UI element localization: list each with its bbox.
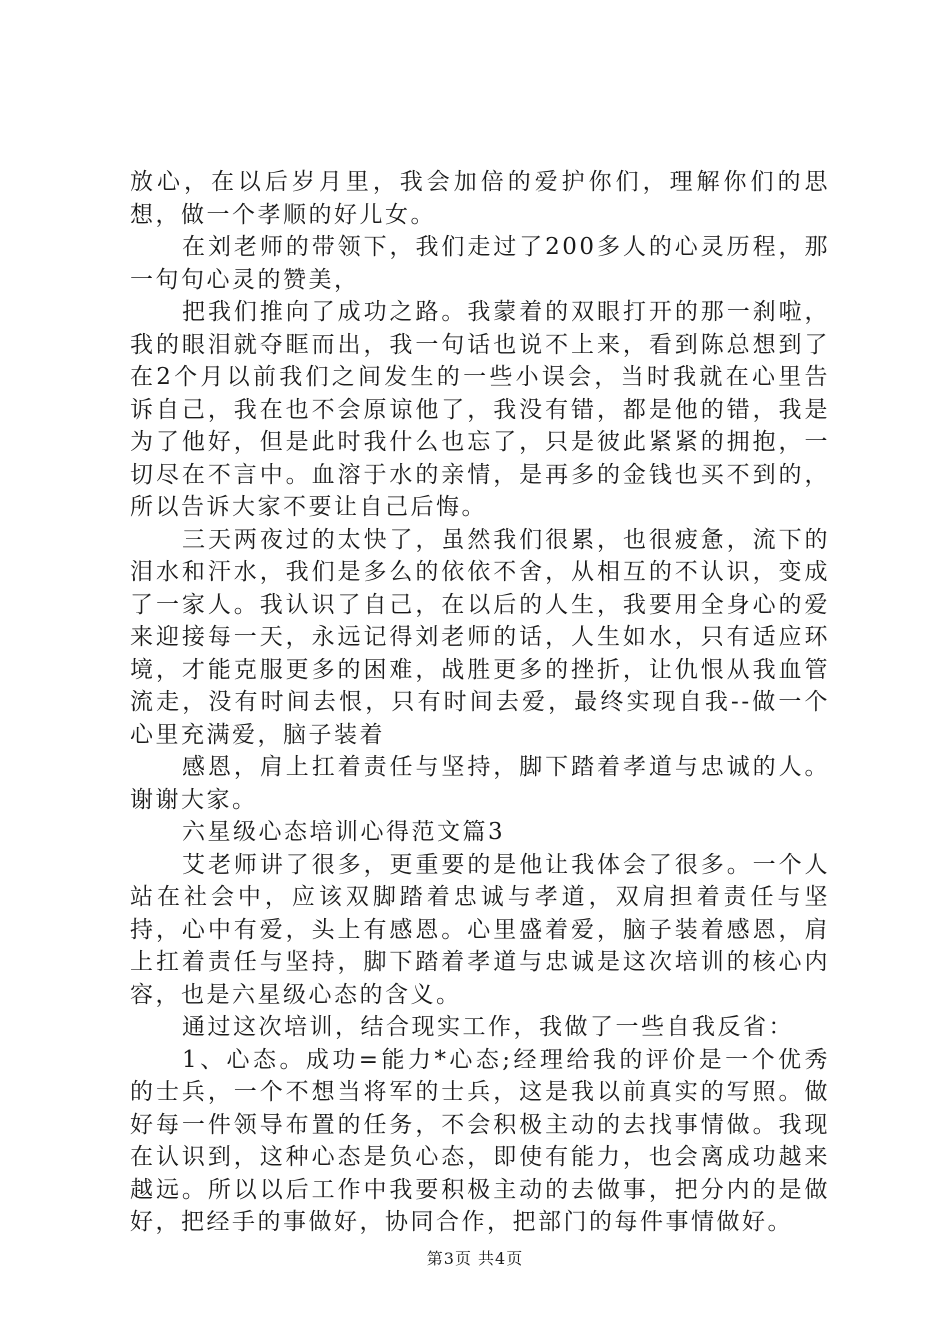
section-heading: 六星级心态培训心得范文篇3 (182, 819, 506, 845)
paragraph-teacher-ai: 艾老师讲了很多，更重要的是他让我体会了很多。一个人站在社会中，应该双脚踏着忠诚与孝道，双肩担着责任与坚持，心中有爱，头上有感恩。心里盛着爱，脑子装着感恩，肩上扛着责任与坚持，脚下踏着孝道与忠诚是这次培训的核心内容，也是六星级心态的含义。 (130, 851, 830, 1008)
document-body (130, 166, 830, 1239)
paragraph-reflection-intro: 通过这次培训，结合现实工作，我做了一些自我反省： (182, 1014, 794, 1040)
paragraph-road-to-success: 把我们推向了成功之路。我蒙着的双眼打开的那一刹啦，我的眼泪就夺眶而出，我一句话也说不上来，看到陈总想到了在2个月以前我们之间发生的一些小误会，当时我就在心里告诉自己，我在也不会原谅他了，我没有错，都是他的错，我是为了他好，但是此时我什么也忘了，只是彼此紧紧的拥抱，一切尽在不言中。血溶于水的亲情，是再多的金钱也买不到的，所以告诉大家不要让自己后悔。 (130, 299, 830, 520)
paragraph-continuation: 放心，在以后岁月里，我会加倍的爱护你们，理解你们的思想，做一个孝顺的好儿女。 (130, 169, 830, 228)
paragraph-gratitude: 感恩，肩上扛着责任与坚持，脚下踏着孝道与忠诚的人。谢谢大家。 (130, 754, 830, 813)
paragraph-teacher-leading: 在刘老师的带领下，我们走过了200多人的心灵历程，那一句句心灵的赞美， (130, 234, 830, 293)
paragraph-three-days: 三天两夜过的太快了，虽然我们很累，也很疲惫，流下的泪水和汗水，我们是多么的依依不舍，从相互的不认识，变成了一家人。我认识了自己，在以后的人生，我要用全身心的爱来迎接每一天，永远记得刘老师的话，人生如水，只有适应环境，才能克服更多的困难，战胜更多的挫折，让仇恨从我血管流走，没有时间去恨，只有时间去爱，最终实现自我--做一个心里充满爱，脑子装着 (130, 526, 830, 748)
page-number-footer: 第3页 共4页 (426, 1249, 524, 1268)
paragraph-mindset: 1、心态。成功=能力*心态;经理给我的评价是一个优秀的士兵，一个不想当将军的士兵，这是我以前真实的写照。做好每一件领导布置的任务，不会积极主动的去找事情做。我现在认识到，这种心态是负心态，即使有能力，也会离成功越来越远。所以以后工作中我要积极主动的去做事，把分内的是做好，把经手的事做好，协同合作，把部门的每件事情做好。 (130, 1046, 830, 1235)
